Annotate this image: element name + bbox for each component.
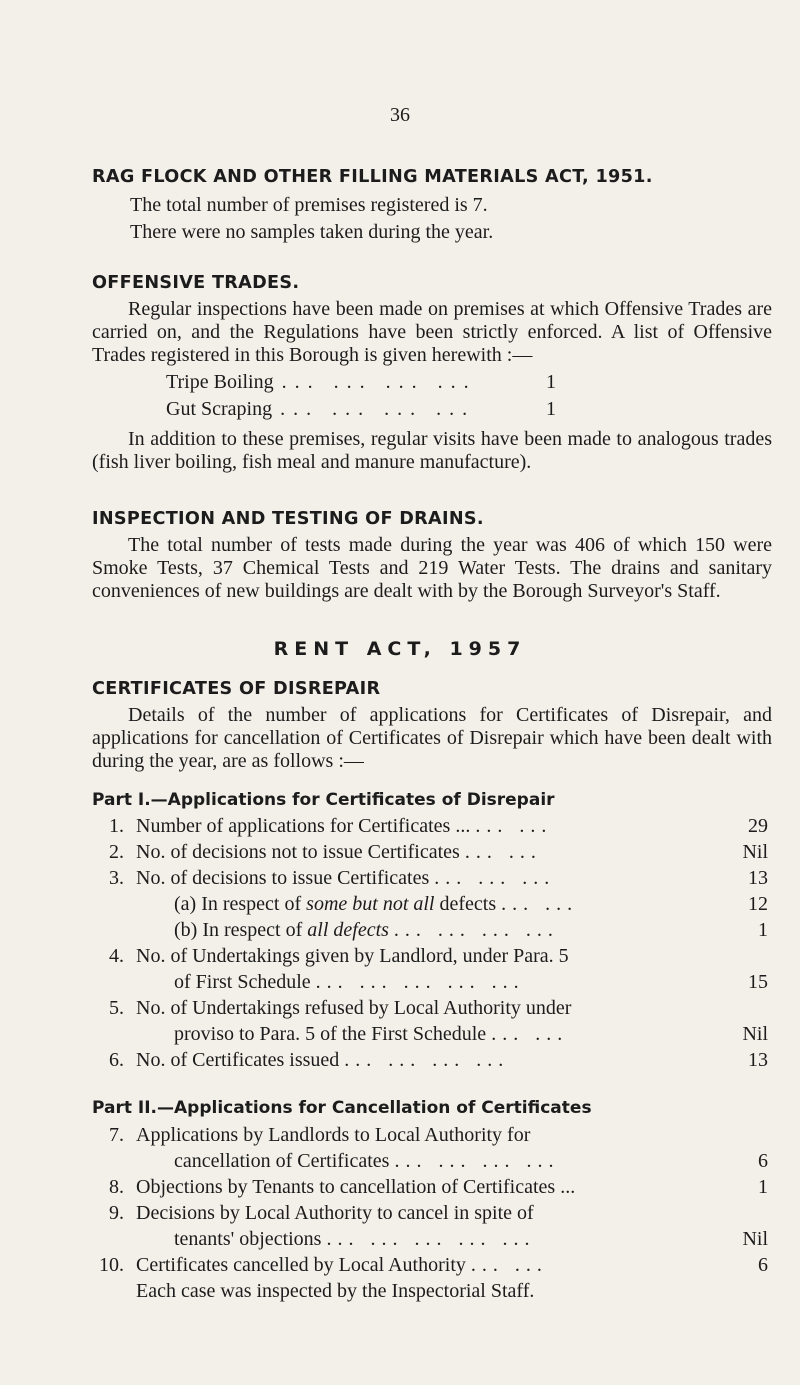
- item-text: Decisions by Local Authority to cancel in spite of: [136, 1202, 534, 1224]
- offensive-trades-paragraph: Regular inspections have been made on premises at which Offensive Trades are carried on, and the Regulations have been strictly enforced. A list of Offensive Trades registered in this Borough is given herewith :—: [92, 298, 772, 366]
- rag-flock-heading: RAG FLOCK AND OTHER FILLING MATERIALS ACT, 1951.: [92, 166, 653, 187]
- sub-italic: all defects: [307, 919, 389, 941]
- footer-note: Each case was inspected by the Inspectorial Staff.: [136, 1280, 535, 1302]
- item-number: 8.: [109, 1176, 124, 1198]
- item-value: 1: [758, 919, 768, 941]
- leader-dots: ... ...: [501, 893, 579, 915]
- leader-dots: ... ... ... ...: [394, 1150, 560, 1172]
- item-number: 6.: [109, 1049, 124, 1071]
- item-text: Number of applications for Certificates ...: [136, 815, 471, 837]
- part-1-heading: Part I.—Applications for Certificates of Disrepair: [92, 790, 555, 810]
- leader-dots: ... ... ... ... ...: [315, 971, 525, 993]
- item-value: 15: [748, 971, 768, 993]
- item-number: 10.: [99, 1254, 124, 1276]
- leader-dots: ... ... ... ...: [393, 919, 559, 941]
- item-text: No. of decisions to issue Certificates: [136, 867, 430, 889]
- item-number: 5.: [109, 997, 124, 1019]
- offensive-trades-heading: OFFENSIVE TRADES.: [92, 272, 300, 293]
- item-value: 13: [748, 867, 768, 889]
- item-number: 1.: [109, 815, 124, 837]
- item-text: cancellation of Certificates: [174, 1150, 390, 1172]
- leader-dots: ... ...: [470, 1254, 548, 1276]
- leader-dots: ... ... ... ...: [281, 371, 477, 393]
- rag-flock-line-1: The total number of premises registered is 7.: [130, 194, 488, 216]
- item-number: 4.: [109, 945, 124, 967]
- item-value: 12: [748, 893, 768, 915]
- trade-name: Tripe Boiling: [166, 371, 274, 393]
- leader-dots: ... ...: [491, 1023, 569, 1045]
- item-value: Nil: [742, 841, 768, 863]
- part-2-heading: Part II.—Applications for Cancellation of Certificates: [92, 1098, 592, 1118]
- sub-label: (a) In respect of: [174, 893, 302, 915]
- item-text: No. of decisions not to issue Certificates: [136, 841, 460, 863]
- item-number: 9.: [109, 1202, 124, 1224]
- leader-dots: ... ... ... ... ...: [326, 1228, 536, 1250]
- leader-dots: ... ...: [475, 815, 553, 837]
- leader-dots: ... ... ... ...: [344, 1049, 510, 1071]
- sub-italic: some but not all: [306, 893, 435, 915]
- drains-heading: INSPECTION AND TESTING OF DRAINS.: [92, 508, 484, 529]
- item-text: Applications by Landlords to Local Authority for: [136, 1124, 531, 1146]
- item-value: 13: [748, 1049, 768, 1071]
- sub-label: (b) In respect of: [174, 919, 303, 941]
- item-text: proviso to Para. 5 of the First Schedule: [174, 1023, 487, 1045]
- item-text: Objections by Tenants to cancellation of Certificates ...: [136, 1176, 576, 1198]
- trade-count: 1: [546, 371, 556, 393]
- item-value: 6: [758, 1150, 768, 1172]
- item-value: Nil: [742, 1228, 768, 1250]
- trade-count: 1: [546, 398, 556, 420]
- item-text: No. of Undertakings refused by Local Authority under: [136, 997, 572, 1019]
- item-text: No. of Undertakings given by Landlord, under Para. 5: [136, 945, 569, 967]
- item-text: tenants' objections: [174, 1228, 322, 1250]
- leader-dots: ... ...: [464, 841, 542, 863]
- rent-act-paragraph: Details of the number of applications for Certificates of Disrepair, and applications for cancellation of Certificates of Disrepair which have been dealt with during the year, are as follows :—: [92, 704, 772, 772]
- item-number: 3.: [109, 867, 124, 889]
- trade-row: [166, 371, 556, 394]
- analogous-trades-paragraph: In addition to these premises, regular visits have been made to analogous trades (fish liver boiling, fish meal and manure manufacture).: [92, 428, 772, 473]
- item-value: Nil: [742, 1023, 768, 1045]
- item-text: No. of Certificates issued: [136, 1049, 340, 1071]
- item-text: Certificates cancelled by Local Authority: [136, 1254, 466, 1276]
- sub-rest: defects: [439, 893, 497, 915]
- drains-paragraph: The total number of tests made during the year was 406 of which 150 were Smoke Tests, 37 Chemical Tests and 219 Water Tests. The drains and sanitary conveniences of new buildings are dealt with by the Borough Surveyor's Staff.: [92, 534, 772, 602]
- item-number: 7.: [109, 1124, 124, 1146]
- item-value: 1: [758, 1176, 768, 1198]
- item-number: 2.: [109, 841, 124, 863]
- item-value: 6: [758, 1254, 768, 1276]
- page-number: 36: [390, 104, 410, 126]
- trade-name: Gut Scraping: [166, 398, 273, 420]
- certificates-heading: CERTIFICATES OF DISREPAIR: [92, 678, 381, 699]
- item-value: 29: [748, 815, 768, 837]
- leader-dots: ... ... ...: [434, 867, 556, 889]
- item-text: of First Schedule: [174, 971, 311, 993]
- rag-flock-line-2: There were no samples taken during the year.: [130, 221, 494, 243]
- trade-row: [166, 398, 556, 421]
- leader-dots: ... ... ... ...: [280, 398, 476, 420]
- rent-act-title: RENT ACT, 1957: [273, 638, 527, 660]
